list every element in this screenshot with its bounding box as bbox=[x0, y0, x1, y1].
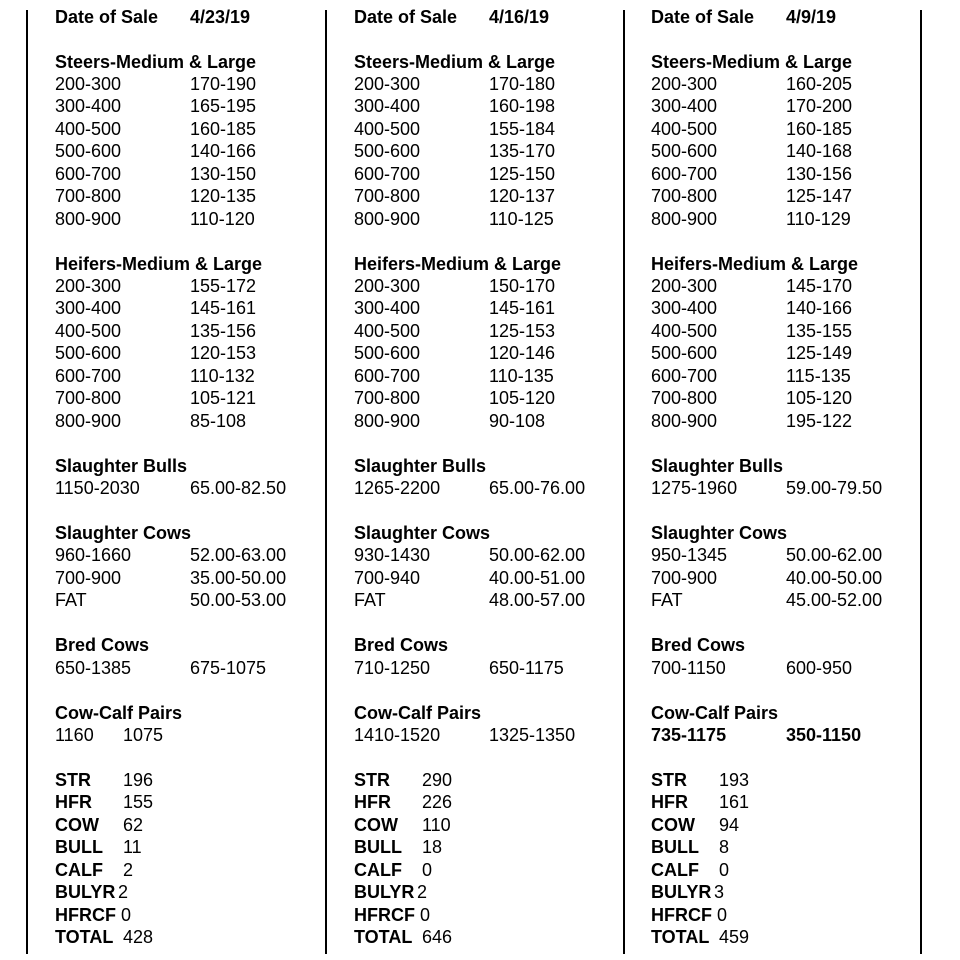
count-row: CALF 0 bbox=[354, 860, 433, 880]
date-of-sale bbox=[651, 6, 837, 28]
steers-row: 500-600 140-166 bbox=[55, 141, 257, 161]
heifers-row: 800-900 90-108 bbox=[354, 411, 546, 431]
bred-cows-row: 700-1150 600-950 bbox=[651, 658, 853, 678]
steers-heading: Steers-Medium & Large bbox=[651, 52, 853, 72]
slaughter-bulls-row: 1275-1960 59.00-79.50 bbox=[651, 478, 883, 498]
heifers-row: 600-700 110-132 bbox=[55, 366, 255, 386]
heifers-row: 500-600 125-149 bbox=[651, 343, 853, 363]
heifers-row: 500-600 120-153 bbox=[55, 343, 257, 363]
total-row: TOTAL 646 bbox=[354, 927, 453, 947]
heifers-row: 200-300 155-172 bbox=[55, 276, 257, 296]
slaughter-cows-row: 930-1430 50.00-62.00 bbox=[354, 545, 586, 565]
steers-row: 500-600 135-170 bbox=[354, 141, 556, 161]
date-of-sale bbox=[354, 6, 550, 28]
cow-calf-pairs-row: 735-1175 350-1150 bbox=[651, 725, 862, 745]
count-row: HFRCF 0 bbox=[55, 905, 132, 925]
heifers-row: 800-900 195-122 bbox=[651, 411, 853, 431]
steers-row: 300-400 170-200 bbox=[651, 96, 853, 116]
cow-calf-pairs-heading: Cow-Calf Pairs bbox=[651, 703, 779, 723]
steers-row: 700-800 125-147 bbox=[651, 186, 853, 206]
column-divider bbox=[920, 10, 922, 954]
count-row: COW 110 bbox=[354, 815, 451, 835]
heifers-row: 700-800 105-120 bbox=[651, 388, 853, 408]
count-row: STR 193 bbox=[651, 770, 750, 790]
count-row: BULL 8 bbox=[651, 837, 730, 857]
slaughter-bulls-heading: Slaughter Bulls bbox=[354, 456, 487, 476]
heifers-row: 700-800 105-121 bbox=[55, 388, 257, 408]
count-row: BULYR 2 bbox=[55, 882, 129, 902]
bred-cows-heading: Bred Cows bbox=[354, 635, 449, 655]
cow-calf-pairs-heading: Cow-Calf Pairs bbox=[55, 703, 183, 723]
heifers-row: 300-400 145-161 bbox=[354, 298, 556, 318]
steers-row: 600-700 130-150 bbox=[55, 164, 257, 184]
column-divider bbox=[325, 10, 327, 954]
heifers-heading: Heifers-Medium & Large bbox=[354, 254, 562, 274]
cow-calf-pairs-row: 1410-1520 1325-1350 bbox=[354, 725, 576, 745]
cow-calf-pairs-heading: Cow-Calf Pairs bbox=[354, 703, 482, 723]
bred-cows-heading: Bred Cows bbox=[651, 635, 746, 655]
slaughter-cows-row: 700-900 35.00-50.00 bbox=[55, 568, 287, 588]
count-row: HFR 226 bbox=[354, 792, 453, 812]
heifers-heading: Heifers-Medium & Large bbox=[55, 254, 263, 274]
slaughter-cows-row: 960-1660 52.00-63.00 bbox=[55, 545, 287, 565]
steers-row: 400-500 160-185 bbox=[651, 119, 853, 139]
steers-row: 500-600 140-168 bbox=[651, 141, 853, 161]
date-label: Date of Sale bbox=[651, 7, 755, 27]
heifers-row: 600-700 115-135 bbox=[651, 366, 851, 386]
count-row: COW 94 bbox=[651, 815, 740, 835]
steers-row: 300-400 160-198 bbox=[354, 96, 556, 116]
count-row: CALF 0 bbox=[651, 860, 730, 880]
heifers-row: 400-500 135-155 bbox=[651, 321, 853, 341]
heifers-row: 400-500 135-156 bbox=[55, 321, 257, 341]
heifers-row: 400-500 125-153 bbox=[354, 321, 556, 341]
steers-row: 400-500 155-184 bbox=[354, 119, 556, 139]
heifers-row: 200-300 145-170 bbox=[651, 276, 853, 296]
slaughter-cows-row: 700-900 40.00-50.00 bbox=[651, 568, 883, 588]
column-divider bbox=[26, 10, 28, 954]
heifers-row: 800-900 85-108 bbox=[55, 411, 247, 431]
column-divider bbox=[623, 10, 625, 954]
steers-heading: Steers-Medium & Large bbox=[55, 52, 257, 72]
heifers-heading: Heifers-Medium & Large bbox=[651, 254, 859, 274]
slaughter-cows-row: 950-1345 50.00-62.00 bbox=[651, 545, 883, 565]
heifers-row: 300-400 145-161 bbox=[55, 298, 257, 318]
count-row: COW 62 bbox=[55, 815, 144, 835]
count-row: STR 290 bbox=[354, 770, 453, 790]
count-row: BULYR 3 bbox=[651, 882, 725, 902]
steers-heading: Steers-Medium & Large bbox=[354, 52, 556, 72]
bred-cows-heading: Bred Cows bbox=[55, 635, 150, 655]
steers-row: 400-500 160-185 bbox=[55, 119, 257, 139]
heifers-row: 500-600 120-146 bbox=[354, 343, 556, 363]
count-row: BULL 18 bbox=[354, 837, 443, 857]
steers-row: 200-300 160-205 bbox=[651, 74, 853, 94]
count-row: BULL 11 bbox=[55, 837, 142, 857]
count-row: HFR 161 bbox=[651, 792, 750, 812]
slaughter-bulls-row: 1150-2030 65.00-82.50 bbox=[55, 478, 287, 498]
date-of-sale bbox=[55, 6, 251, 28]
date-label: Date of Sale bbox=[55, 7, 159, 27]
slaughter-cows-heading: Slaughter Cows bbox=[55, 523, 192, 543]
steers-row: 600-700 130-156 bbox=[651, 164, 853, 184]
steers-row: 700-800 120-135 bbox=[55, 186, 257, 206]
slaughter-cows-heading: Slaughter Cows bbox=[651, 523, 788, 543]
bred-cows-row: 650-1385 675-1075 bbox=[55, 658, 267, 678]
bred-cows-row: 710-1250 650-1175 bbox=[354, 658, 564, 678]
steers-row: 800-900 110-129 bbox=[651, 209, 851, 229]
steers-row: 700-800 120-137 bbox=[354, 186, 556, 206]
steers-row: 200-300 170-190 bbox=[55, 74, 257, 94]
slaughter-cows-heading: Slaughter Cows bbox=[354, 523, 491, 543]
steers-row: 300-400 165-195 bbox=[55, 96, 257, 116]
steers-row: 800-900 110-125 bbox=[354, 209, 554, 229]
count-row: BULYR 2 bbox=[354, 882, 428, 902]
slaughter-bulls-row: 1265-2200 65.00-76.00 bbox=[354, 478, 586, 498]
heifers-row: 700-800 105-120 bbox=[354, 388, 556, 408]
date-label: Date of Sale bbox=[354, 7, 458, 27]
heifers-row: 600-700 110-135 bbox=[354, 366, 554, 386]
steers-row: 600-700 125-150 bbox=[354, 164, 556, 184]
date-value: 4/16/19 bbox=[489, 7, 550, 27]
count-row: HFR 155 bbox=[55, 792, 154, 812]
slaughter-bulls-heading: Slaughter Bulls bbox=[55, 456, 188, 476]
total-row: TOTAL 459 bbox=[651, 927, 750, 947]
heifers-row: 200-300 150-170 bbox=[354, 276, 556, 296]
steers-row: 800-900 110-120 bbox=[55, 209, 255, 229]
cow-calf-pairs-row: 1160 1075 bbox=[55, 725, 164, 745]
total-row: TOTAL 428 bbox=[55, 927, 154, 947]
slaughter-cows-row: FAT 50.00-53.00 bbox=[55, 590, 287, 610]
count-row: CALF 2 bbox=[55, 860, 134, 880]
date-value: 4/23/19 bbox=[190, 7, 251, 27]
count-row: STR 196 bbox=[55, 770, 154, 790]
slaughter-cows-row: FAT 45.00-52.00 bbox=[651, 590, 883, 610]
count-row: HFRCF 0 bbox=[354, 905, 431, 925]
date-value: 4/9/19 bbox=[786, 7, 837, 27]
heifers-row: 300-400 140-166 bbox=[651, 298, 853, 318]
slaughter-bulls-heading: Slaughter Bulls bbox=[651, 456, 784, 476]
slaughter-cows-row: FAT 48.00-57.00 bbox=[354, 590, 586, 610]
steers-row: 200-300 170-180 bbox=[354, 74, 556, 94]
slaughter-cows-row: 700-940 40.00-51.00 bbox=[354, 568, 586, 588]
count-row: HFRCF 0 bbox=[651, 905, 728, 925]
